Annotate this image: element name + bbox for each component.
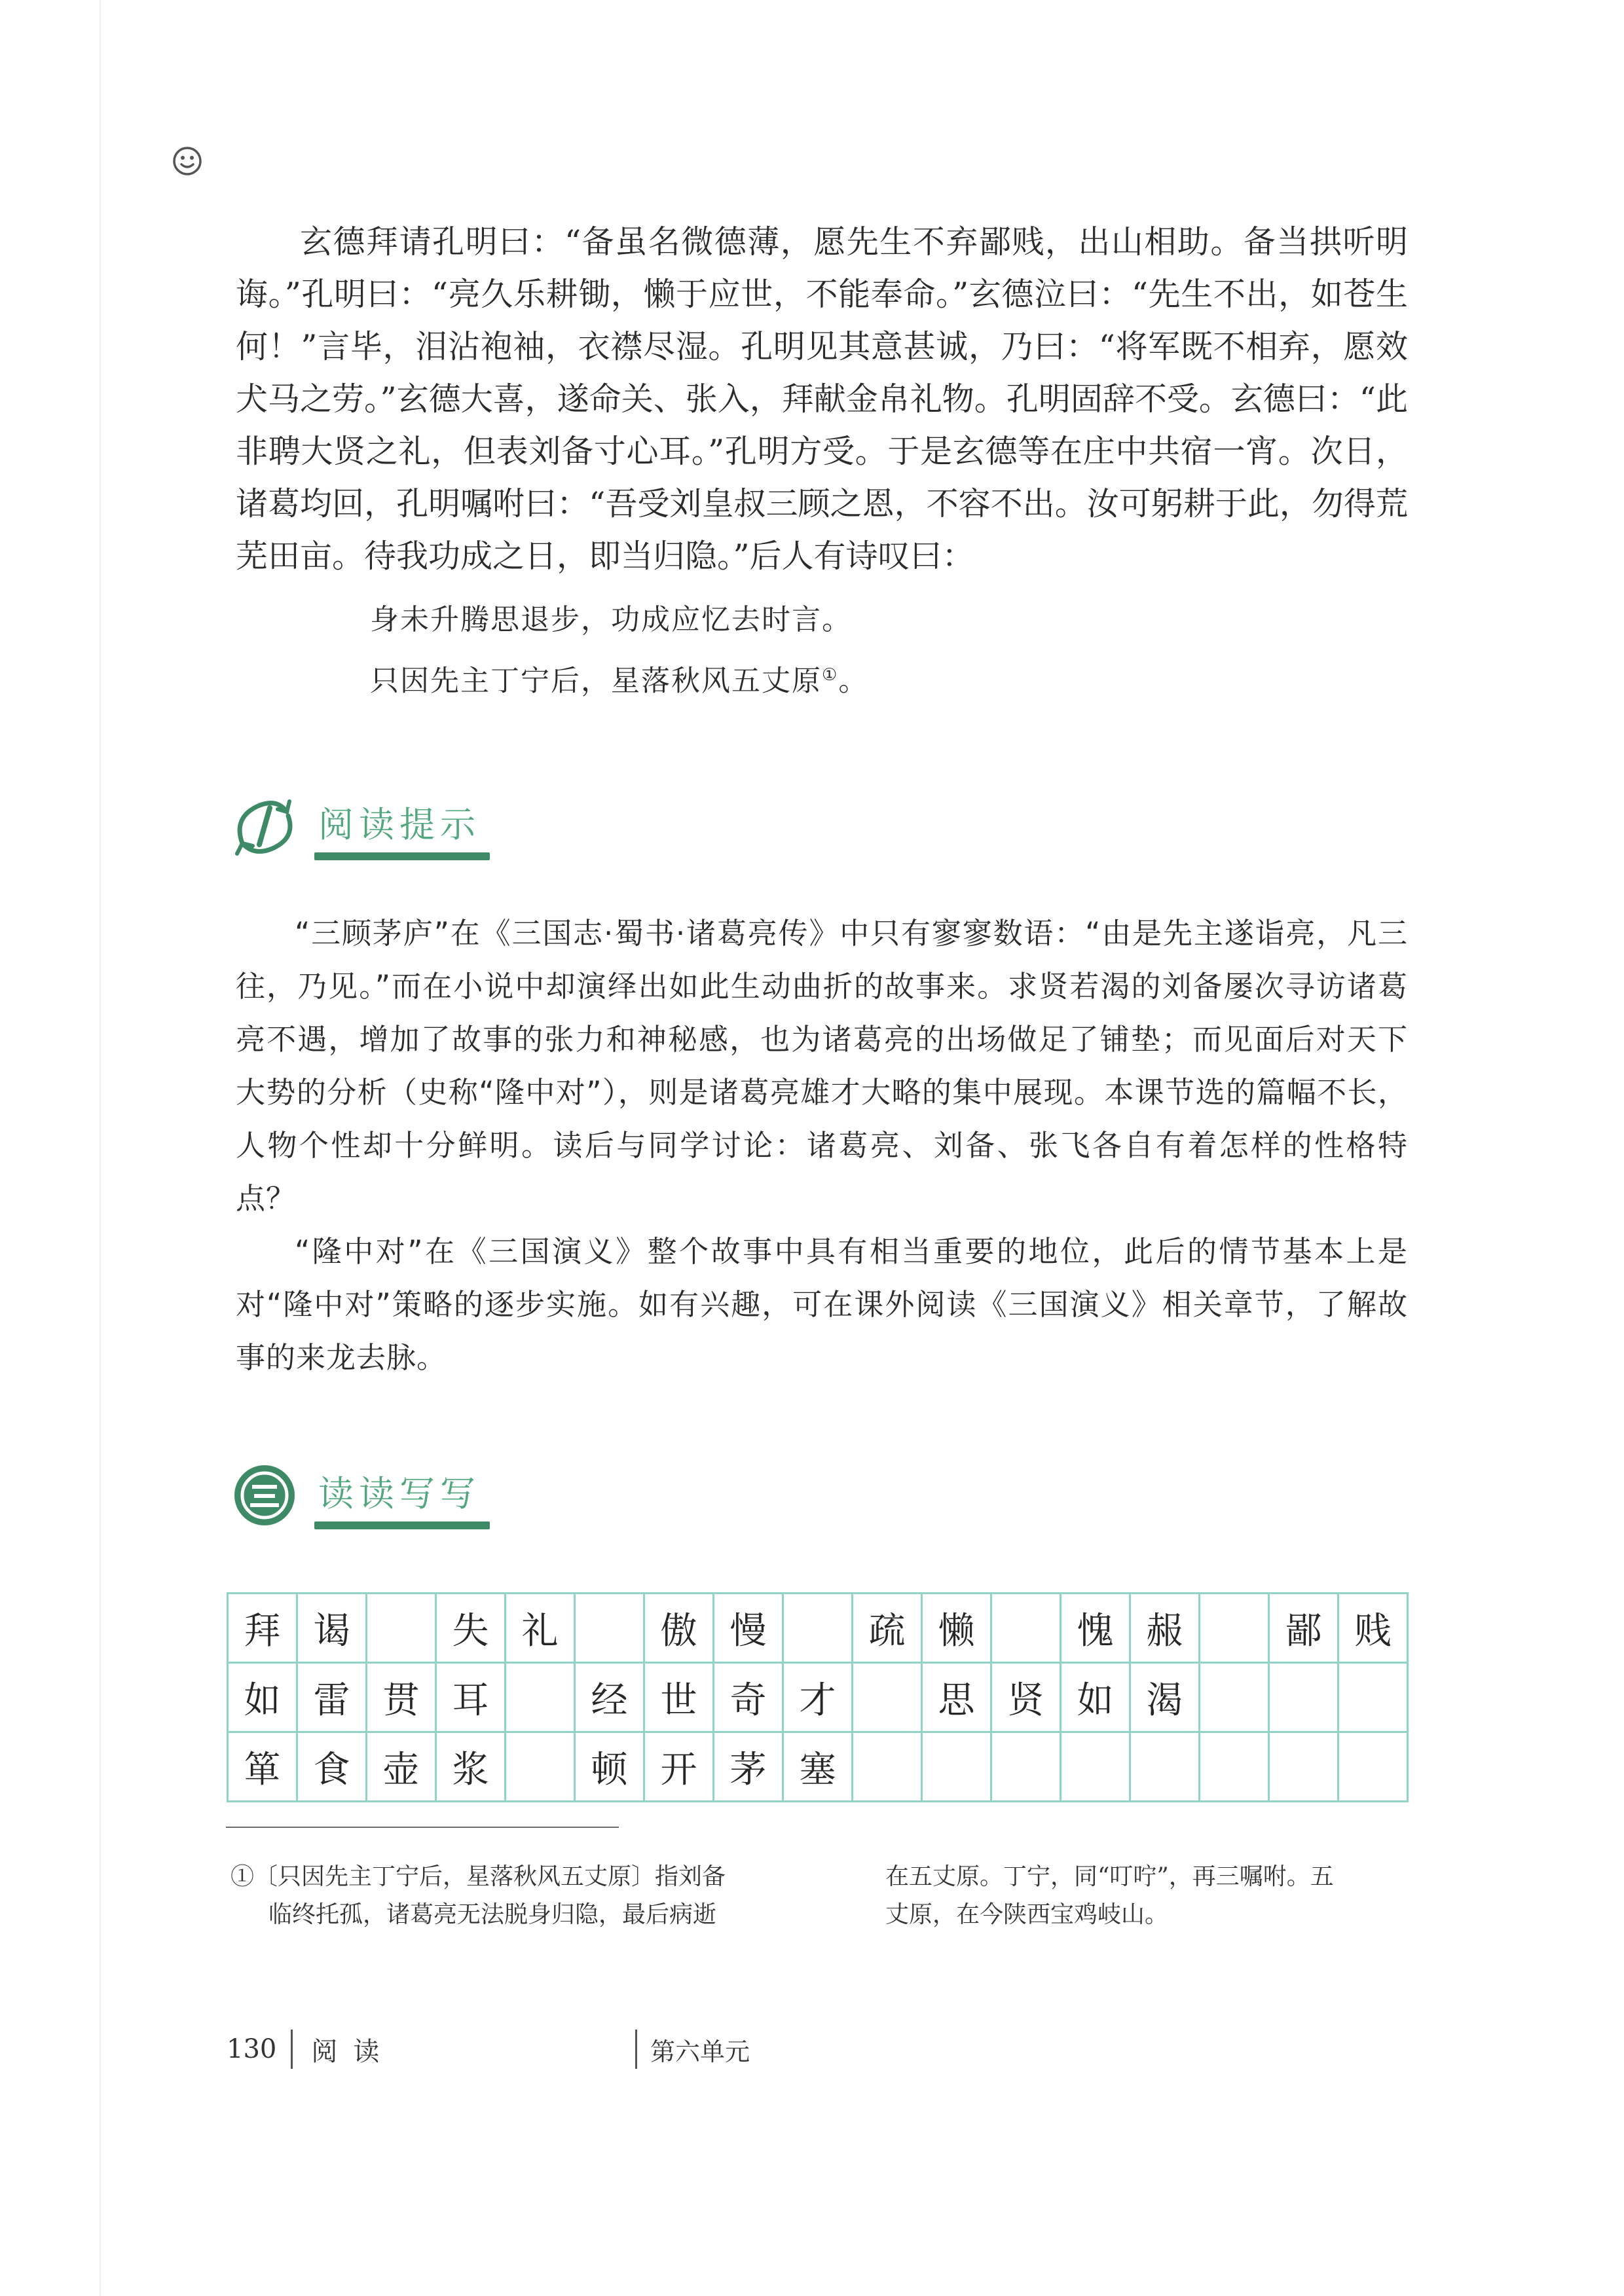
grid-cell xyxy=(506,1732,575,1802)
footer-divider xyxy=(291,2030,293,2069)
grid-cell xyxy=(1200,1732,1269,1802)
page-footer-left xyxy=(227,2030,395,2069)
grid-cell: 谒 xyxy=(297,1594,367,1663)
grid-cell: 如 xyxy=(1061,1663,1130,1732)
grid-cell: 愧 xyxy=(1061,1594,1130,1663)
poem-line-2-end: 。 xyxy=(838,664,869,698)
grid-cell xyxy=(575,1594,644,1663)
grid-cell xyxy=(1269,1732,1338,1802)
grid-cell: 才 xyxy=(783,1663,853,1732)
reading-tips-header xyxy=(231,792,481,860)
footnote-divider xyxy=(226,1827,619,1828)
story-paragraph: 玄德拜请孔明曰：“备虽名微德薄，愿先生不弃鄙贱，出山相助。备当拱听明诲。”孔明曰：“亮久乐耕锄，懒于应世，不能奉命。”玄德泣曰：“先生不出，如苍生何！”言毕，泪沾袍袖，衣襟尽湿。孔明见其意甚诚，乃曰：“将军既不相弃，愿效犬马之劳。”玄德大喜，遂命关、张入，拜献金帛礼物。孔明固辞不受。玄德曰：“此非聘大贤之礼，但表刘备寸心耳。”孔明方受。于是玄德等在庄中共宿一宵。次日，诸葛均回，孔明嘱咐曰：“吾受刘皇叔三顾之恩，不容不出。汝可躬耕于此，勿得荒芜田亩。待我功成之日，即当归隐。”后人有诗叹曰： xyxy=(236,223,1408,575)
footnote-line: 在五丈原。丁宁，同“叮咛”，再三嘱咐。五 xyxy=(885,1863,1334,1890)
reading-tips-icon xyxy=(231,792,299,860)
poem-line-1: 身未升腾思退步，功成应忆去时言。 xyxy=(370,603,852,636)
grid-cell: 思 xyxy=(922,1663,991,1732)
story-text xyxy=(236,216,1408,583)
grid-cell xyxy=(783,1594,853,1663)
grid-cell: 疏 xyxy=(853,1594,922,1663)
grid-cell: 经 xyxy=(575,1663,644,1732)
grid-cell xyxy=(367,1594,436,1663)
page-footer-right xyxy=(635,2030,750,2069)
grid-cell: 开 xyxy=(644,1732,714,1802)
grid-cell: 慢 xyxy=(714,1594,783,1663)
reading-tips-text xyxy=(236,907,1408,1384)
grid-cell: 懒 xyxy=(922,1594,991,1663)
grid-cell: 壶 xyxy=(367,1732,436,1802)
grid-cell: 贤 xyxy=(991,1663,1061,1732)
grid-cell: 浆 xyxy=(436,1732,506,1802)
page-edge-line xyxy=(100,0,101,2296)
tips-paragraph: “三顾茅庐”在《三国志·蜀书·诸葛亮传》中只有寥寥数语：“由是先主遂诣亮，凡三往，乃见。”而在小说中却演绎出如此生动曲折的故事来。求贤若渴的刘备屡次寻访诸葛亮不遇，增加了故事的张力和神秘感，也为诸葛亮的出场做足了铺垫；而见面后对天下大势的分析（史称“隆中对”），则是诸葛亮雄才大略的集中展现。本课节选的篇幅不长，人物个性却十分鲜明。读后与同学讨论：诸葛亮、刘备、张飞各自有着怎样的性格特点？ xyxy=(236,916,1408,1216)
read-write-title: 读读写写 xyxy=(318,1466,481,1525)
grid-cell xyxy=(1200,1663,1269,1732)
grid-cell: 茅 xyxy=(714,1732,783,1802)
grid-cell xyxy=(1061,1732,1130,1802)
vocabulary-grid xyxy=(227,1592,1409,1802)
footnote-line: 丈原，在今陕西宝鸡岐山。 xyxy=(885,1901,1169,1928)
grid-cell xyxy=(1269,1663,1338,1732)
grid-cell xyxy=(1338,1732,1408,1802)
grid-cell: 赧 xyxy=(1130,1594,1200,1663)
unit-label: 第六单元 xyxy=(650,2037,750,2066)
poem xyxy=(370,592,868,709)
footnote-line: 临终托孤，诸葛亮无法脱身归隐，最后病逝 xyxy=(268,1901,717,1928)
grid-cell: 塞 xyxy=(783,1732,853,1802)
grid-cell: 箪 xyxy=(228,1732,297,1802)
grid-cell: 礼 xyxy=(506,1594,575,1663)
grid-cell: 贯 xyxy=(367,1663,436,1732)
grid-cell: 拜 xyxy=(228,1594,297,1663)
grid-cell xyxy=(1130,1732,1200,1802)
grid-cell xyxy=(991,1732,1061,1802)
poem-line-2 xyxy=(370,647,868,709)
grid-cell xyxy=(853,1663,922,1732)
poem-line-2-text: 只因先主丁宁后，星落秋风五丈原 xyxy=(370,664,822,698)
page-number: 130 xyxy=(227,2034,277,2064)
footnote-marker: ① xyxy=(822,665,839,685)
grid-cell: 渴 xyxy=(1130,1663,1200,1732)
grid-row xyxy=(228,1594,1408,1663)
tips-paragraph: “隆中对”在《三国演义》整个故事中具有相当重要的地位，此后的情节基本上是对“隆中对”策略的逐步实施。如有兴趣，可在课外阅读《三国演义》相关章节，了解故事的来龙去脉。 xyxy=(236,1234,1408,1375)
grid-cell xyxy=(506,1663,575,1732)
footnote-right-column xyxy=(885,1858,1416,1934)
grid-cell: 傲 xyxy=(644,1594,714,1663)
grid-cell xyxy=(922,1732,991,1802)
grid-cell xyxy=(1338,1663,1408,1732)
read-write-header xyxy=(231,1461,481,1529)
footnote-left-column xyxy=(231,1858,787,1934)
grid-cell: 雷 xyxy=(297,1663,367,1732)
grid-cell xyxy=(991,1594,1061,1663)
grid-cell: 耳 xyxy=(436,1663,506,1732)
grid-row xyxy=(228,1732,1408,1802)
grid-cell: 失 xyxy=(436,1594,506,1663)
section-label: 阅读 xyxy=(311,2036,396,2067)
grid-cell: 贱 xyxy=(1338,1594,1408,1663)
reading-tips-title: 阅读提示 xyxy=(318,797,481,856)
grid-cell xyxy=(853,1732,922,1802)
footer-divider xyxy=(635,2030,637,2069)
grid-cell: 食 xyxy=(297,1732,367,1802)
grid-cell xyxy=(1200,1594,1269,1663)
smiley-icon xyxy=(172,145,203,177)
grid-cell: 鄙 xyxy=(1269,1594,1338,1663)
grid-cell: 奇 xyxy=(714,1663,783,1732)
read-write-icon xyxy=(231,1461,299,1529)
grid-cell: 顿 xyxy=(575,1732,644,1802)
grid-cell: 世 xyxy=(644,1663,714,1732)
grid-cell: 如 xyxy=(228,1663,297,1732)
grid-row xyxy=(228,1663,1408,1732)
footnote-line: ①〔只因先主丁宁后，星落秋风五丈原〕指刘备 xyxy=(231,1863,726,1890)
